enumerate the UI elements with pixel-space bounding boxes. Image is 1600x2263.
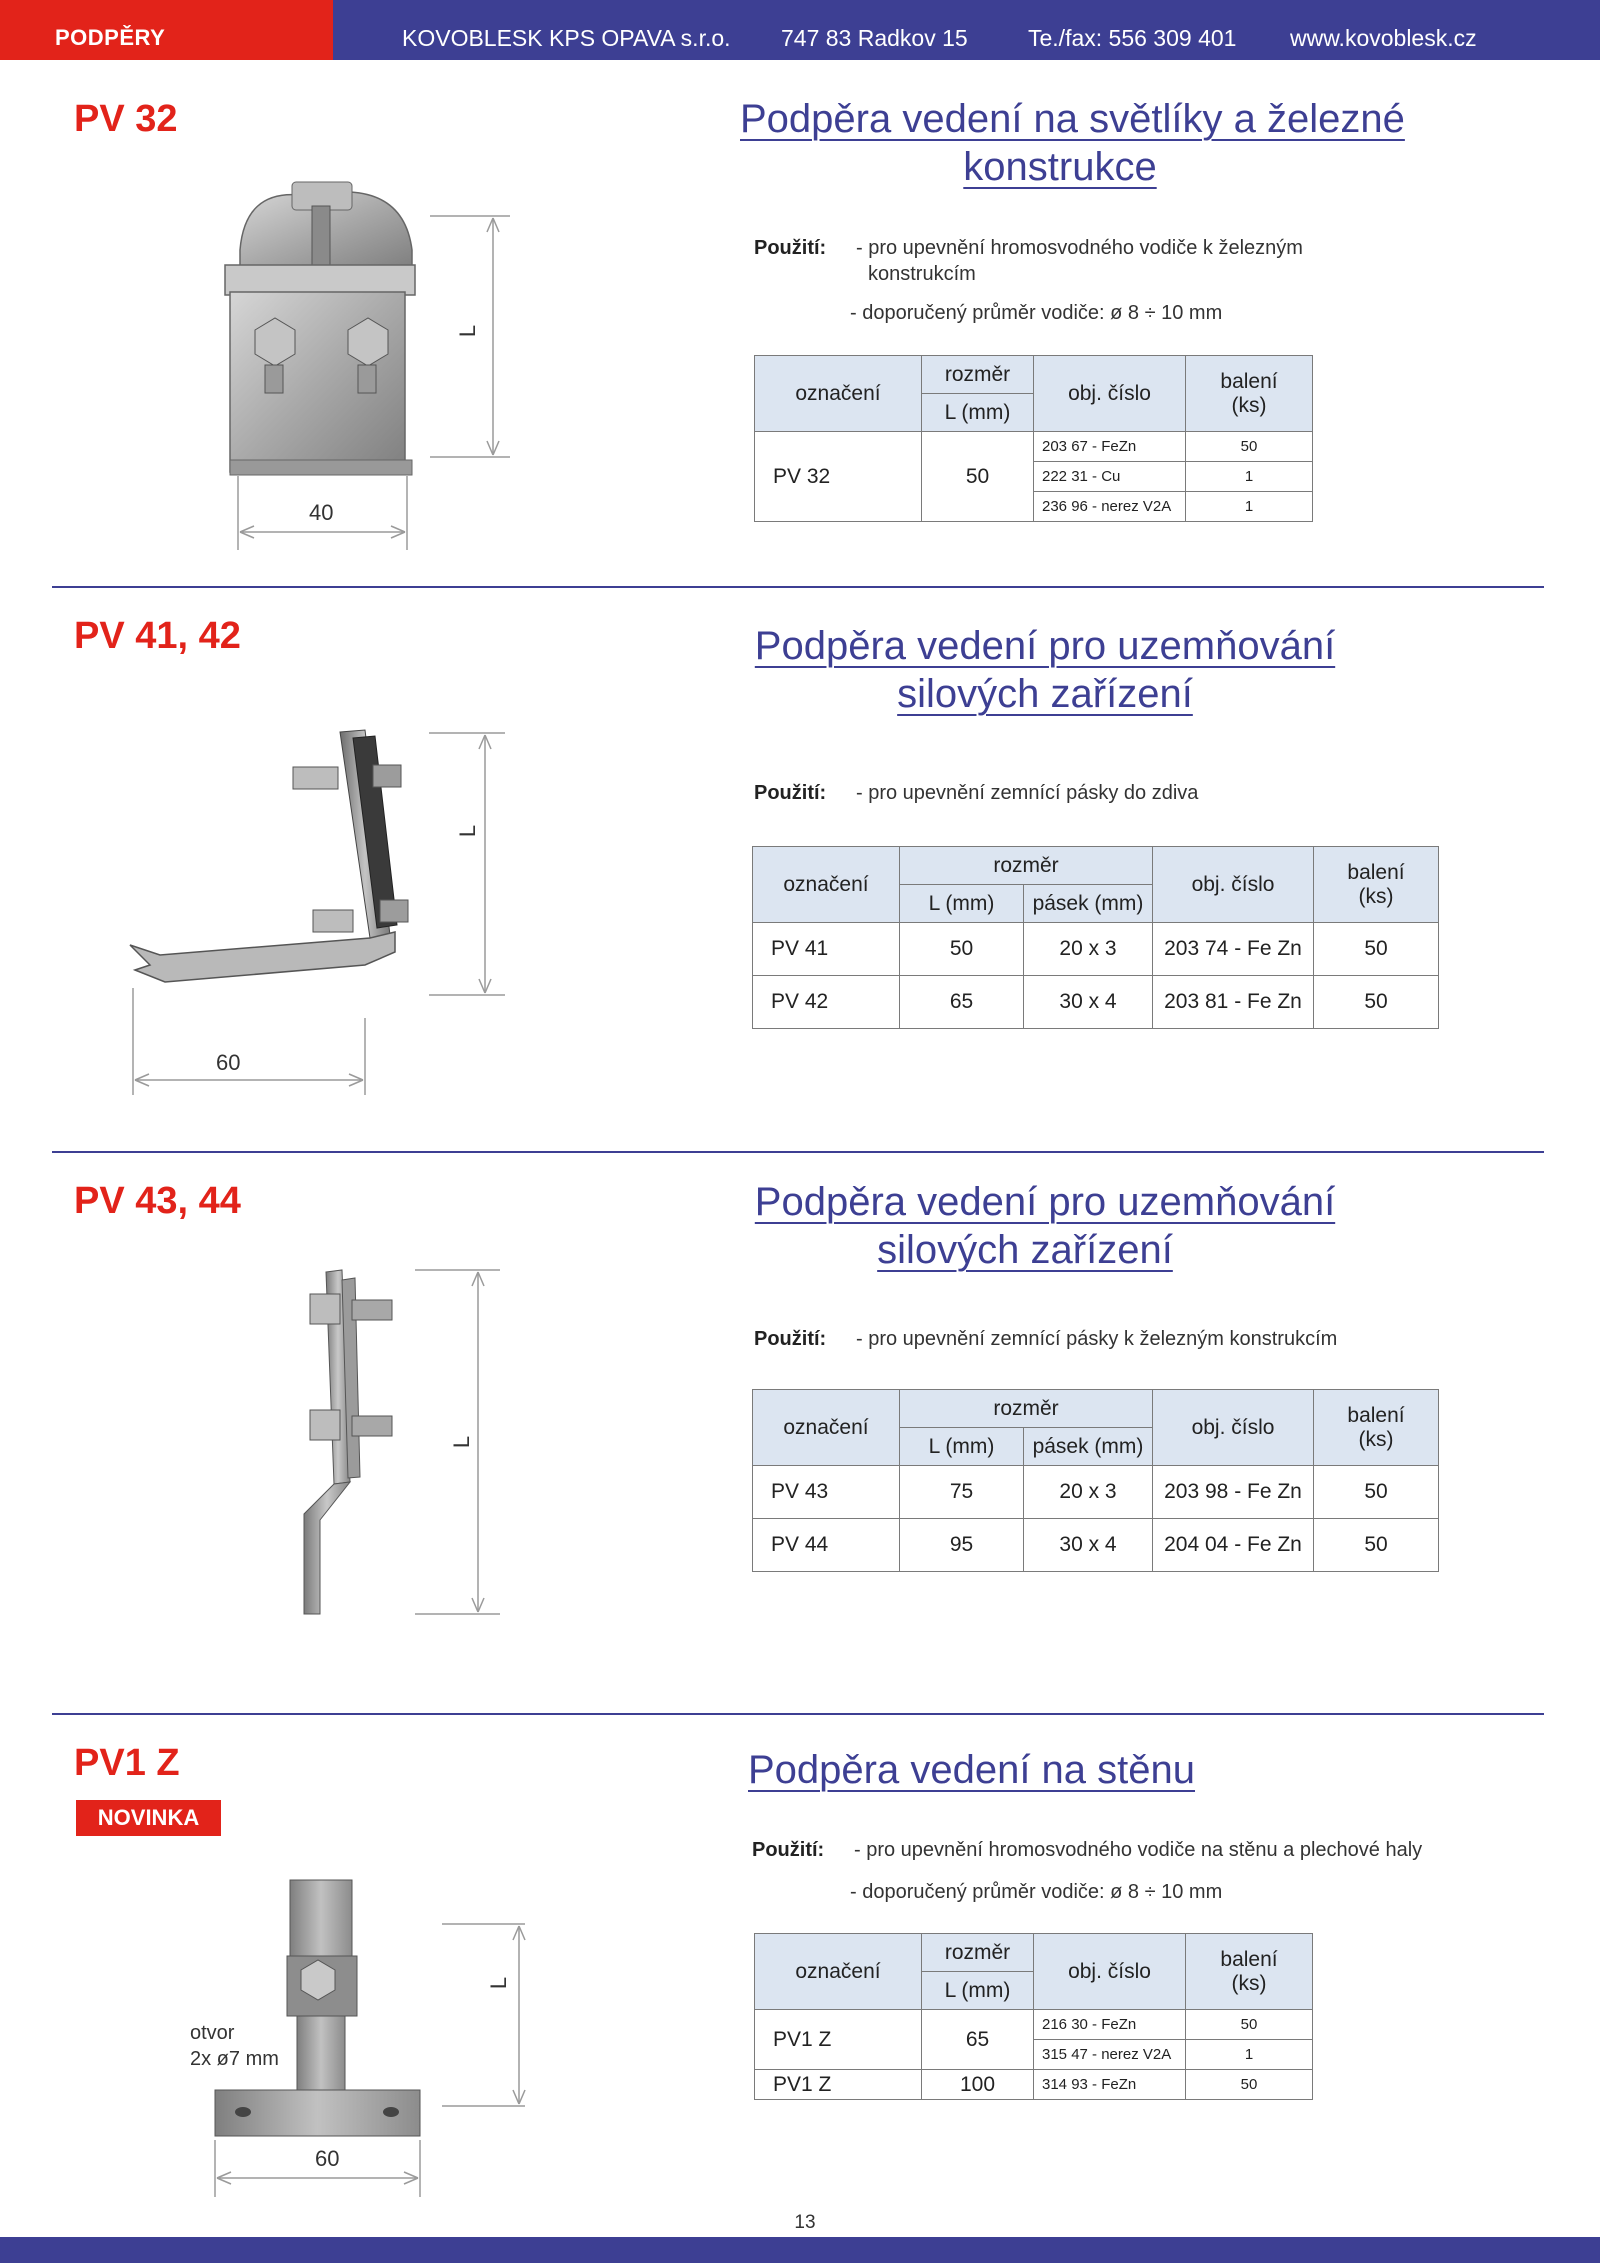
table-row: [753, 1519, 1439, 1572]
usage-label: Použití:: [754, 782, 827, 804]
usage-line: - pro upevnění hromosvodného vodiče k železným: [856, 237, 1303, 259]
company-phone: Te./fax: 556 309 401: [1028, 25, 1237, 51]
product-title-line-2: konstrukce: [963, 145, 1157, 189]
cell-oznaceni: PV1 Z: [755, 2010, 922, 2070]
cell-l: 65: [900, 976, 1024, 1029]
product-title-line-1: Podpěra vedení pro uzemňování: [754, 624, 1336, 668]
cell-l: 95: [900, 1519, 1024, 1572]
col-header-obj: obj. číslo: [1034, 1934, 1186, 2010]
cell-l: 75: [900, 1466, 1024, 1519]
cell-obj: 203 67 - FeZn: [1034, 432, 1186, 462]
hole-note-line: otvor: [190, 2022, 235, 2044]
cell-oznaceni: PV 44: [753, 1519, 900, 1572]
cell-oznaceni: PV 42: [753, 976, 900, 1029]
usage-line: - pro upevnění hromosvodného vodiče na stěnu a plechové haly: [854, 1839, 1423, 1861]
dimension-label: L: [455, 324, 481, 338]
new-badge: NOVINKA: [76, 1800, 221, 1836]
spec-table: [752, 1389, 1439, 1572]
spec-table: [754, 1933, 1313, 2100]
usage-label: Použití:: [754, 237, 827, 259]
cell-baleni: 50: [1314, 1466, 1439, 1519]
usage-text: [856, 235, 1303, 287]
product-title: [740, 1178, 1350, 1274]
col-header-oznaceni: označení: [755, 356, 922, 432]
cell-oznaceni: PV 41: [753, 923, 900, 976]
usage-line: konstrukcím: [868, 263, 976, 285]
table-row: [755, 2010, 1313, 2040]
usage-text: [856, 780, 1198, 806]
usage-text: [856, 1326, 1337, 1352]
table-row: [753, 923, 1439, 976]
usage-extra: - doporučený průměr vodiče: ø 8 ÷ 10 mm: [850, 1881, 1223, 1903]
cell-baleni: 1: [1186, 2040, 1313, 2070]
col-header-l: L (mm): [900, 1428, 1024, 1466]
col-header-l: L (mm): [922, 394, 1034, 432]
cell-baleni: 50: [1186, 2070, 1313, 2100]
footer-bar: [0, 2237, 1600, 2263]
col-header-obj: obj. číslo: [1153, 847, 1314, 923]
cell-obj: 315 47 - nerez V2A: [1034, 2040, 1186, 2070]
col-header-rozmer: rozměr: [922, 1934, 1034, 1972]
cell-baleni: 1: [1186, 462, 1313, 492]
product-code: PV 43, 44: [74, 1180, 241, 1222]
usage-line: - pro upevnění zemnící pásky k železným konstrukcím: [856, 1328, 1338, 1350]
col-header-pasek: pásek (mm): [1024, 885, 1153, 923]
cell-obj: 236 96 - nerez V2A: [1034, 492, 1186, 522]
usage-text: [854, 1837, 1422, 1863]
col-header-baleni: balení (ks): [1314, 847, 1439, 923]
product-title: [740, 622, 1350, 718]
cell-obj: 222 31 - Cu: [1034, 462, 1186, 492]
dimension-label: L: [486, 1976, 512, 1990]
table-row: [755, 2070, 1313, 2100]
product-title-line-2: silových zařízení: [897, 672, 1193, 716]
col-header-rozmer: rozměr: [922, 356, 1034, 394]
cell-obj: 314 93 - FeZn: [1034, 2070, 1186, 2100]
cell-obj: 203 98 - Fe Zn: [1153, 1466, 1314, 1519]
table-row: [753, 976, 1439, 1029]
product-image: [125, 720, 525, 1100]
usage-label: Použití:: [752, 1839, 825, 1861]
company-website[interactable]: www.kovoblesk.cz: [1290, 25, 1477, 51]
cell-oznaceni: PV1 Z: [755, 2070, 922, 2100]
usage-line: - pro upevnění zemnící pásky do zdiva: [856, 782, 1199, 804]
col-header-obj: obj. číslo: [1034, 356, 1186, 432]
col-header-rozmer: rozměr: [900, 847, 1153, 885]
cell-baleni: 50: [1314, 923, 1439, 976]
spec-table: [752, 846, 1439, 1029]
cell-baleni: 50: [1186, 432, 1313, 462]
cell-obj: 204 04 - Fe Zn: [1153, 1519, 1314, 1572]
product-title-line-1: Podpěra vedení pro uzemňování: [754, 1180, 1336, 1224]
cell-oznaceni: PV 43: [753, 1466, 900, 1519]
section-divider: [52, 586, 1544, 588]
product-code: PV 32: [74, 98, 178, 140]
product-code: PV 41, 42: [74, 615, 241, 657]
product-code: PV1 Z: [74, 1742, 180, 1784]
col-header-baleni: balení (ks): [1186, 356, 1313, 432]
cell-l: 50: [900, 923, 1024, 976]
section-tab: [0, 0, 333, 60]
col-header-obj: obj. číslo: [1153, 1390, 1314, 1466]
cell-obj: 216 30 - FeZn: [1034, 2010, 1186, 2040]
cell-baleni: 50: [1186, 2010, 1313, 2040]
col-header-oznaceni: označení: [755, 1934, 922, 2010]
dimension-label: L: [455, 824, 481, 838]
col-header-l: L (mm): [900, 885, 1024, 923]
col-header-oznaceni: označení: [753, 1390, 900, 1466]
cell-pasek: 30 x 4: [1024, 976, 1153, 1029]
cell-baleni: 50: [1314, 976, 1439, 1029]
section-title: PODPĚRY: [55, 25, 166, 50]
col-header-l: L (mm): [922, 1972, 1034, 2010]
col-header-baleni: balení (ks): [1314, 1390, 1439, 1466]
col-header-pasek: pásek (mm): [1024, 1428, 1153, 1466]
hole-note-line: 2x ø7 mm: [190, 2048, 279, 2070]
product-title-line-1: Podpěra vedení na světlíky a železné: [740, 97, 1405, 141]
cell-l: 50: [922, 432, 1034, 522]
cell-l: 65: [922, 2010, 1034, 2070]
table-row: [755, 432, 1313, 462]
col-header-rozmer: rozměr: [900, 1390, 1153, 1428]
dimension-label: L: [449, 1435, 475, 1449]
product-title-line-2: silových zařízení: [877, 1228, 1173, 1272]
dimension-label: 60: [216, 1050, 241, 1075]
product-title: [740, 95, 1405, 191]
company-address: 747 83 Radkov 15: [781, 25, 968, 51]
dimension-label: 60: [315, 2146, 340, 2171]
table-row: [753, 1466, 1439, 1519]
cell-pasek: 20 x 3: [1024, 923, 1153, 976]
product-image: [200, 180, 530, 555]
section-divider: [52, 1713, 1544, 1715]
cell-obj: 203 81 - Fe Zn: [1153, 976, 1314, 1029]
product-title-line-1: Podpěra vedení na stěnu: [748, 1748, 1196, 1792]
product-title: [748, 1746, 1208, 1794]
col-header-oznaceni: označení: [753, 847, 900, 923]
usage-label: Použití:: [754, 1328, 827, 1350]
usage-extra: - doporučený průměr vodiče: ø 8 ÷ 10 mm: [850, 302, 1223, 324]
cell-pasek: 20 x 3: [1024, 1466, 1153, 1519]
col-header-baleni: balení (ks): [1186, 1934, 1313, 2010]
cell-baleni: 50: [1314, 1519, 1439, 1572]
section-divider: [52, 1151, 1544, 1153]
cell-obj: 203 74 - Fe Zn: [1153, 923, 1314, 976]
dimension-label: 40: [309, 500, 334, 525]
cell-baleni: 1: [1186, 492, 1313, 522]
cell-l: 100: [922, 2070, 1034, 2100]
cell-pasek: 30 x 4: [1024, 1519, 1153, 1572]
hole-note: [190, 2020, 279, 2072]
company-name: KOVOBLESK KPS OPAVA s.r.o.: [402, 25, 731, 51]
spec-table: [754, 355, 1313, 522]
cell-oznaceni: PV 32: [755, 432, 922, 522]
page-number: 13: [794, 2212, 816, 2233]
